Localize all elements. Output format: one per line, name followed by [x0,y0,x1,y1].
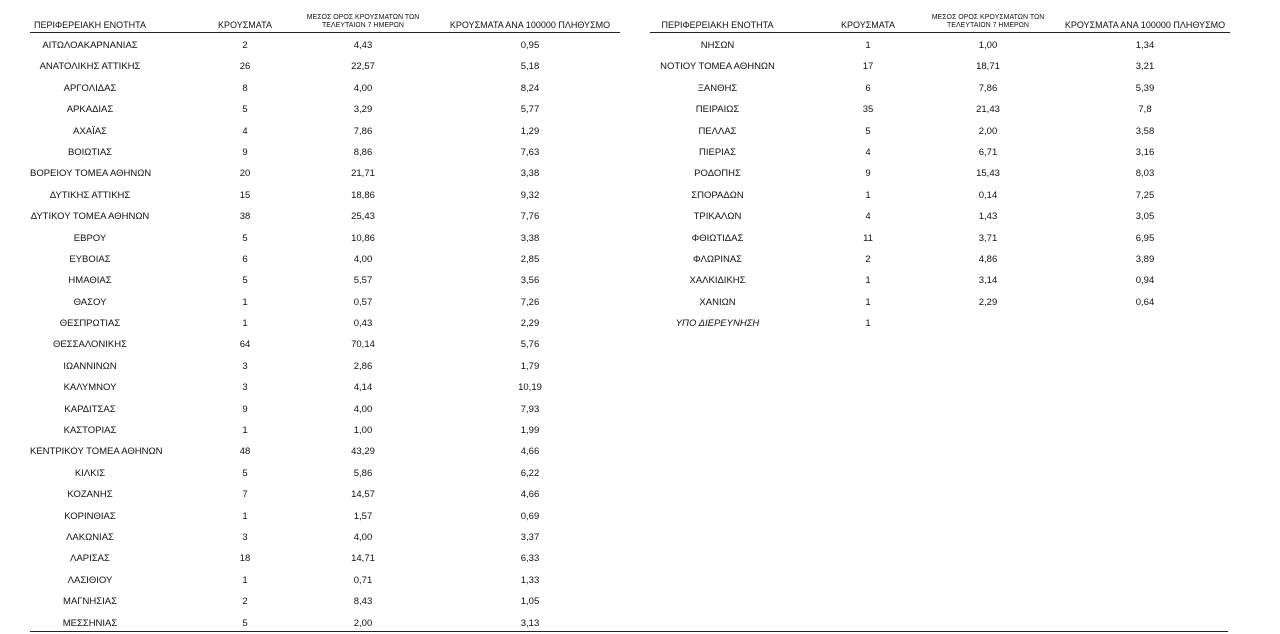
cell-cases: 9 [242,146,248,158]
table-row [650,78,1230,99]
cell-per100k: 3,38 [520,168,540,180]
cell-per100k: 0,95 [520,40,540,51]
table-row [650,56,1230,77]
table-row [30,99,620,120]
table-row [30,570,620,591]
cell-avg7: 2,86 [353,360,373,372]
cell-avg7: 8,86 [353,146,373,158]
table-row [650,249,1230,270]
cell-avg7: 4,00 [353,531,373,543]
cell-cases: 1 [242,510,248,522]
cell-region: ΚΑΡΔΙΤΣΑΣ [64,403,116,415]
cell-per100k: 6,33 [520,553,540,565]
cell-cases: 6 [242,253,248,265]
table-row [30,463,620,484]
table-header [30,8,620,33]
cell-region: ΤΡΙΚΑΛΩΝ [693,211,742,223]
cell-region: ΑΙΤΩΛΟΑΚΑΡΝΑΝΙΑΣ [42,40,138,51]
cell-cases: 20 [239,168,251,180]
cell-avg7: 3,29 [353,104,373,116]
cell-region: ΔΥΤΙΚΟΥ ΤΟΜΕΑ ΑΘΗΝΩΝ [30,211,150,223]
cell-per100k: 5,39 [1135,82,1155,94]
cell-region: ΚΟΖΑΝΗΣ [67,489,113,501]
bottom-rule [30,631,1228,632]
cell-per100k: 3,89 [1135,253,1155,265]
cell-region: ΘΑΣΟΥ [73,296,107,308]
cell-region: ΑΡΚΑΔΙΑΣ [66,104,114,116]
cell-cases: 2 [865,253,871,265]
cell-region: ΘΕΣΣΑΛΟΝΙΚΗΣ [53,339,127,351]
cell-cases: 2 [242,40,248,51]
cell-cases: 3 [242,360,248,372]
cell-cases: 17 [862,61,874,73]
cell-per100k: 5,77 [520,104,540,116]
cell-region: ΜΕΣΣΗΝΙΑΣ [62,617,118,629]
cell-region: ΙΩΑΝΝΙΝΩΝ [63,360,117,372]
table-row [30,420,620,441]
cell-cases: 15 [239,189,251,201]
table-row [650,163,1230,184]
cell-region: ΧΑΝΙΩΝ [699,296,736,308]
cell-region: ΛΑΣΙΘΙΟΥ [67,574,113,586]
cell-region: ΦΛΩΡΙΝΑΣ [692,253,743,265]
cell-region: ΚΑΣΤΟΡΙΑΣ [63,425,117,437]
cell-per100k: 4,66 [520,489,540,501]
table-row [650,121,1230,142]
cell-avg7: 15,43 [976,168,1000,180]
cell-region: ΑΡΓΟΛΙΔΑΣ [63,82,117,94]
cell-region: ΡΟΔΟΠΗΣ [694,168,741,180]
table-row [650,292,1230,313]
cell-cases: 5 [242,275,248,287]
cell-avg7: 3,71 [978,232,998,244]
cell-cases: 3 [242,382,248,394]
cell-cases: 1 [242,318,248,330]
table-row [30,441,620,462]
cell-cases: 7 [242,489,248,501]
header-avg7: ΜΕΣΟΣ ΟΡΟΣ ΚΡΟΥΣΜΑΤΩΝ ΤΩΝ ΤΕΛΕΥΤΑΙΩΝ 7 ΗΜΕΡΩΝ [306,14,420,29]
cell-per100k: 3,58 [1135,125,1155,137]
cell-region: ΝΗΣΩΝ [700,40,735,51]
cell-region: ΚΕΝΤΡΙΚΟΥ ΤΟΜΕΑ ΑΘΗΝΩΝ [30,446,163,458]
cell-avg7: 3,14 [978,275,998,287]
cell-region: ΕΥΒΟΙΑΣ [69,253,111,265]
cell-avg7: 18,71 [976,61,1000,73]
cell-cases: 1 [865,275,871,287]
cell-per100k: 3,37 [520,531,540,543]
cell-region: ΛΑΚΩΝΙΑΣ [66,531,114,543]
cell-avg7: 70,14 [351,339,375,351]
cell-avg7: 18,86 [351,189,375,201]
cell-cases: 4 [865,146,871,158]
cell-cases: 4 [242,125,248,137]
cell-region: ΠΙΕΡΙΑΣ [698,146,737,158]
cell-region: ΚΑΛΥΜΝΟΥ [63,382,117,394]
cell-avg7: 22,57 [351,61,375,73]
cell-avg7: 4,00 [353,253,373,265]
cell-avg7: 43,29 [351,446,375,458]
cell-per100k: 3,16 [1135,146,1155,158]
cell-avg7: 2,00 [978,125,998,137]
table-row [650,228,1230,249]
cell-avg7 [918,313,1058,334]
cell-avg7: 0,14 [978,189,998,201]
cell-per100k: 2,29 [520,318,540,330]
cell-per100k: 1,05 [520,596,540,608]
cell-cases: 9 [865,168,871,180]
cell-per100k: 7,26 [520,296,540,308]
cell-avg7: 6,71 [978,146,998,158]
cell-avg7: 0,57 [353,296,373,308]
cell-per100k: 7,25 [1135,189,1155,201]
cell-avg7: 21,43 [976,104,1000,116]
table-body [30,33,620,634]
cell-region: ΠΕΙΡΑΙΩΣ [695,104,740,116]
cell-per100k: 3,13 [520,617,540,629]
cell-region: ΠΕΛΛΑΣ [698,125,737,137]
cell-avg7: 7,86 [353,125,373,137]
cell-cases: 8 [242,82,248,94]
table-row [30,377,620,398]
header-cases: ΚΡΟΥΣΜΑΤΑ [841,20,895,30]
cell-per100k: 5,76 [520,339,540,351]
table-row [30,35,620,56]
cell-avg7: 8,43 [353,596,373,608]
cell-avg7: 1,00 [353,425,373,437]
cell-cases: 48 [239,446,251,458]
cell-per100k: 1,79 [520,360,540,372]
cell-cases: 9 [242,403,248,415]
cell-per100k: 1,99 [520,425,540,437]
cell-cases: 1 [242,425,248,437]
cell-region: ΝΟΤΙΟΥ ΤΟΜΕΑ ΑΘΗΝΩΝ [660,61,775,73]
cell-per100k: 0,69 [520,510,540,522]
cell-cases: 1 [242,574,248,586]
cell-avg7: 21,71 [351,168,375,180]
table-row [30,56,620,77]
table-row [650,313,1230,334]
table-row [650,206,1230,227]
cell-region: ΚΙΛΚΙΣ [74,467,106,479]
cell-per100k: 9,32 [520,189,540,201]
table-row [30,356,620,377]
regions-table-right [650,8,1230,334]
cell-cases: 18 [239,553,251,565]
cell-avg7: 7,86 [978,82,998,94]
cell-avg7: 14,71 [351,553,375,565]
cell-avg7: 4,00 [353,403,373,415]
cell-cases: 5 [242,232,248,244]
cell-cases: 1 [865,296,871,308]
cell-cases: 5 [242,467,248,479]
cell-avg7: 5,57 [353,275,373,287]
cell-per100k: 0,64 [1135,296,1155,308]
cell-avg7: 4,43 [353,40,373,51]
regions-table-left [30,8,620,634]
cell-region: ΧΑΛΚΙΔΙΚΗΣ [689,275,746,287]
table-row [30,249,620,270]
cell-region: ΔΥΤΙΚΗΣ ΑΤΤΙΚΗΣ [49,189,131,201]
cell-per100k: 7,63 [520,146,540,158]
table-row [30,292,620,313]
cell-per100k: 0,94 [1135,275,1155,287]
cell-per100k: 6,95 [1135,232,1155,244]
table-row [650,270,1230,291]
table-row [30,78,620,99]
cell-per100k: 7,8 [1138,104,1152,116]
cell-region: ΣΠΟΡΑΔΩΝ [691,189,744,201]
cell-avg7: 2,29 [978,296,998,308]
table-row [30,506,620,527]
cell-region: ΑΧΑΪΑΣ [73,125,107,137]
header-region: ΠΕΡΙΦΕΡΕΙΑΚΗ ΕΝΟΤΗΤΑ [33,20,147,30]
cell-avg7: 1,00 [978,40,998,51]
cell-avg7: 4,14 [353,382,373,394]
cell-per100k: 1,34 [1135,40,1155,51]
cell-cases: 4 [865,211,871,223]
table-row [650,35,1230,56]
cell-region: ΦΘΙΩΤΙΔΑΣ [691,232,744,244]
cell-avg7: 0,43 [353,318,373,330]
cell-cases: 5 [242,617,248,629]
table-row [30,228,620,249]
table-row [30,121,620,142]
cell-region: ΕΒΡΟΥ [73,232,107,244]
table-row [650,142,1230,163]
table-row [650,185,1230,206]
cell-per100k: 3,38 [520,232,540,244]
header-per100k: ΚΡΟΥΣΜΑΤΑ ΑΝΑ 100000 ΠΛΗΘΥΣΜΟ [449,20,611,30]
table-row [30,399,620,420]
table-row [30,591,620,612]
cell-per100k: 1,33 [520,574,540,586]
cell-region: ΚΟΡΙΝΘΙΑΣ [64,510,116,522]
cell-avg7: 5,86 [353,467,373,479]
cell-cases: 64 [239,339,251,351]
table-row [30,206,620,227]
cell-region: ΒΟΙΩΤΙΑΣ [67,146,113,158]
cell-region: ΜΑΓΝΗΣΙΑΣ [63,596,117,608]
cell-cases: 2 [242,596,248,608]
cell-region: ΞΑΝΘΗΣ [697,82,738,94]
cell-avg7: 1,57 [353,510,373,522]
cell-avg7: 10,86 [351,232,375,244]
cell-cases: 5 [242,104,248,116]
cell-per100k: 3,05 [1135,211,1155,223]
table-header [650,8,1230,33]
cell-per100k: 1,29 [520,125,540,137]
table-row [30,142,620,163]
cell-per100k: 4,66 [520,446,540,458]
cell-per100k: 5,18 [520,61,540,73]
cell-per100k [1060,313,1230,334]
cell-cases: 5 [865,125,871,137]
cell-per100k: 7,93 [520,403,540,415]
cell-region: ΗΜΑΘΙΑΣ [68,275,112,287]
cell-cases: 1 [865,189,871,201]
cell-cases: 38 [239,211,251,223]
cell-per100k: 7,76 [520,211,540,223]
cell-cases: 1 [865,40,871,51]
table-row [650,99,1230,120]
table-row [30,163,620,184]
cell-per100k: 8,03 [1135,168,1155,180]
cell-per100k: 3,21 [1135,61,1155,73]
cell-avg7: 2,00 [353,617,373,629]
cell-per100k: 6,22 [520,467,540,479]
table-row [30,334,620,355]
cell-cases: 6 [865,82,871,94]
cell-cases: 3 [242,531,248,543]
cell-cases: 26 [239,61,251,73]
table-row [30,270,620,291]
table-row [30,548,620,569]
cell-region: ΘΕΣΠΡΩΤΙΑΣ [59,318,121,330]
cell-region: ΛΑΡΙΣΑΣ [70,553,110,565]
cell-avg7: 4,86 [978,253,998,265]
header-cases: ΚΡΟΥΣΜΑΤΑ [218,20,272,30]
header-avg7: ΜΕΣΟΣ ΟΡΟΣ ΚΡΟΥΣΜΑΤΩΝ ΤΩΝ ΤΕΛΕΥΤΑΙΩΝ 7 ΗΜΕΡΩΝ [931,14,1045,29]
table-row [30,313,620,334]
cell-cases: 1 [865,318,871,330]
cell-per100k: 3,56 [520,275,540,287]
cell-cases: 1 [242,296,248,308]
cell-region: ΥΠΟ ΔΙΕΡΕΥΝΗΣΗ [675,318,760,330]
cell-avg7: 0,71 [353,574,373,586]
cell-avg7: 1,43 [978,211,998,223]
table-row [30,484,620,505]
header-region: ΠΕΡΙΦΕΡΕΙΑΚΗ ΕΝΟΤΗΤΑ [661,20,774,30]
table-row [30,527,620,548]
table-row [30,185,620,206]
header-per100k: ΚΡΟΥΣΜΑΤΑ ΑΝΑ 100000 ΠΛΗΘΥΣΜΟ [1064,20,1226,30]
cell-avg7: 4,00 [353,82,373,94]
cell-cases: 11 [863,232,873,244]
cell-per100k: 8,24 [520,82,540,94]
table-body [650,33,1230,334]
cell-avg7: 14,57 [351,489,375,501]
cell-avg7: 25,43 [351,211,375,223]
cell-per100k: 2,85 [520,253,540,265]
cell-per100k: 10,19 [518,382,542,394]
cell-cases: 35 [862,104,874,116]
cell-region: ΒΟΡΕΙΟΥ ΤΟΜΕΑ ΑΘΗΝΩΝ [30,168,152,180]
cell-region: ΑΝΑΤΟΛΙΚΗΣ ΑΤΤΙΚΗΣ [39,61,141,73]
